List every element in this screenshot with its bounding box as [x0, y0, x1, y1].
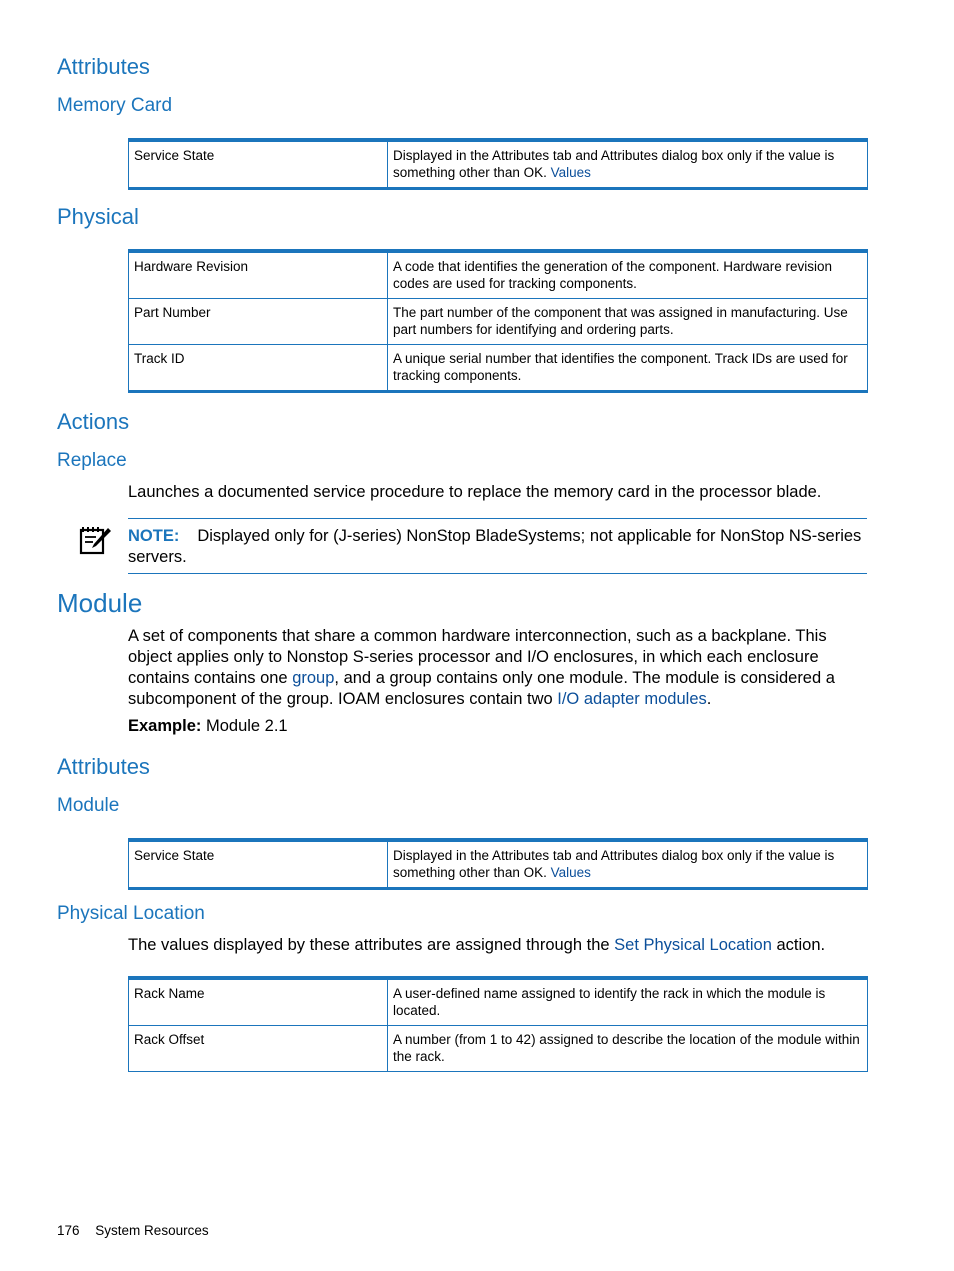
- pl-text-1: The values displayed by these attributes are assigned through the: [128, 936, 615, 954]
- table-row: [129, 345, 868, 392]
- heading-module: Module: [57, 588, 143, 618]
- table-row: [129, 1026, 868, 1072]
- heading-attributes: Attributes: [57, 54, 150, 79]
- values-link[interactable]: Values: [550, 165, 591, 180]
- description-text: Displayed in the Attributes tab and Attributes dialog box only if the value is something other than OK.: [393, 148, 835, 180]
- physical-location-table: [128, 976, 868, 1072]
- note-icon: [78, 524, 112, 556]
- table-row: [129, 251, 868, 299]
- module-example: [128, 716, 288, 737]
- values-link[interactable]: Values: [550, 865, 591, 880]
- attribute-description: A code that identifies the generation of the component. Hardware revision codes are used for tracking components.: [388, 251, 868, 299]
- attribute-name: Track ID: [129, 345, 388, 392]
- heading-physical-location: Physical Location: [57, 903, 205, 924]
- physical-table: [128, 249, 868, 393]
- attribute-name: Rack Name: [129, 978, 388, 1026]
- io-adapter-modules-link[interactable]: I/O adapter modules: [557, 690, 707, 708]
- attribute-name: Part Number: [129, 299, 388, 345]
- table-row: [129, 840, 868, 889]
- table-row: [129, 978, 868, 1026]
- example-label: Example:: [128, 717, 202, 735]
- attribute-description: [388, 140, 868, 189]
- pl-text-2: action.: [771, 936, 826, 954]
- physical-location-description: [128, 935, 868, 956]
- note-label: NOTE:: [128, 527, 180, 545]
- attribute-name: Hardware Revision: [129, 251, 388, 299]
- heading-physical: Physical: [57, 204, 139, 229]
- heading-actions: Actions: [57, 409, 130, 434]
- page-number: 176: [57, 1223, 80, 1238]
- module-description: [128, 626, 858, 710]
- footer-section: System Resources: [95, 1223, 209, 1238]
- description-text: Displayed in the Attributes tab and Attributes dialog box only if the value is something other than OK.: [393, 848, 835, 880]
- note-body: [128, 526, 868, 568]
- heading-module-sub: Module: [57, 795, 120, 816]
- attribute-name: Service State: [129, 840, 388, 889]
- note-text: Displayed only for (J-series) NonStop BladeSystems; not applicable for NonStop NS-series servers.: [128, 527, 862, 566]
- attribute-description: The part number of the component that was assigned in manufacturing. Use part numbers for identifying and ordering parts.: [388, 299, 868, 345]
- heading-attributes-module: Attributes: [57, 754, 150, 779]
- example-value: Module 2.1: [205, 717, 288, 735]
- note-bottom-rule: [128, 573, 867, 574]
- page-footer: [57, 1223, 209, 1238]
- attribute-description: A number (from 1 to 42) assigned to describe the location of the module within the rack.: [388, 1026, 868, 1072]
- module-text-1: A set of components that share a common hardware interconnection, such as a backplane. This object applies only to Nonstop S-series processor and I/O enclosures, in which each enclosure contains contains one: [128, 627, 827, 687]
- module-text-3: .: [706, 690, 712, 708]
- table-row: [129, 140, 868, 189]
- attribute-description: [388, 840, 868, 889]
- note-top-rule: [128, 518, 867, 519]
- replace-description: Launches a documented service procedure to replace the memory card in the processor blade.: [128, 483, 822, 501]
- group-link[interactable]: group: [292, 669, 335, 687]
- attribute-name: Service State: [129, 140, 388, 189]
- module-table: [128, 838, 868, 890]
- module-text-2: , and a group contains only one module. The module is considered a subcomponent of the group. IOAM enclosures contain two: [128, 669, 835, 708]
- attribute-name: Rack Offset: [129, 1026, 388, 1072]
- attribute-description: A user-defined name assigned to identify the rack in which the module is located.: [388, 978, 868, 1026]
- attribute-description: A unique serial number that identifies the component. Track IDs are used for tracking components.: [388, 345, 868, 392]
- table-row: [129, 299, 868, 345]
- heading-memory-card: Memory Card: [57, 95, 173, 116]
- memory-card-table: [128, 138, 868, 190]
- set-physical-location-link[interactable]: Set Physical Location: [614, 936, 772, 954]
- heading-replace: Replace: [57, 450, 127, 471]
